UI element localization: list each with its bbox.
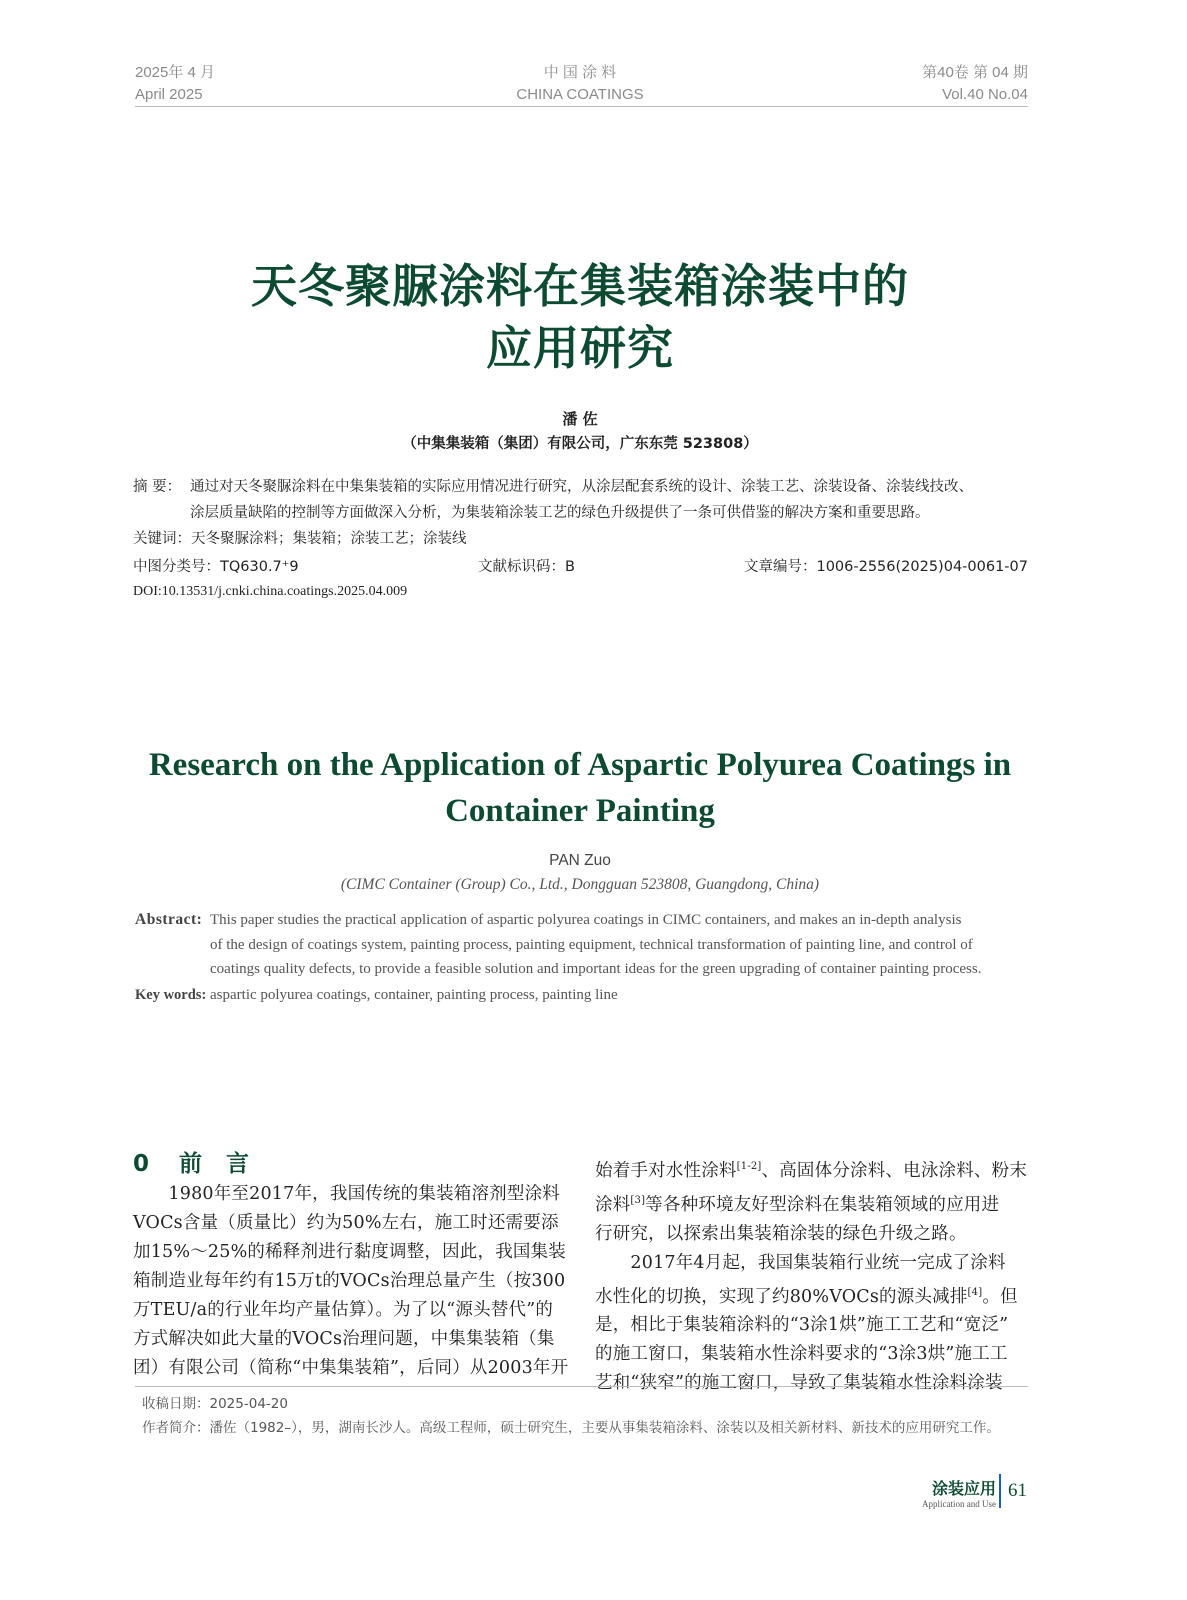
abstract-cn — [190, 474, 973, 526]
body-line: 水性化的切换，实现了约80%VOCs的源头减排[4]。但 — [595, 1286, 1018, 1307]
received-date: 收稿日期：2025-04-20 — [142, 1396, 288, 1412]
header-date-en: April 2025 — [135, 86, 203, 103]
abstract-en-line: This paper studies the practical application of aspartic polyurea coatings in CIMC containers, and makes an in-depth analysis — [210, 912, 962, 928]
title-en-line: Research on the Application of Aspartic Polyurea Coatings in — [148, 747, 1012, 783]
abstract-en-line: of the design of coatings system, painting process, painting equipment, technical transformation of painting line, and control of — [210, 936, 973, 953]
document-code: 文献标识码：B — [478, 559, 575, 575]
affiliation-cn: （中集集装箱（集团）有限公司，广东东莞 523808） — [402, 436, 758, 452]
body-line: 1980年至2017年，我国传统的集装箱溶剂型涂料 — [133, 1184, 560, 1204]
title-en-line: Container Painting — [445, 793, 715, 829]
abstract-cn-line: 通过对天冬聚脲涂料在中集集装箱的实际应用情况进行研究，从涂层配套系统的设计、涂装工艺、涂装设备、涂装线技改、 — [190, 479, 973, 495]
footnotes — [142, 1392, 1000, 1440]
body-line: VOCs含量（质量比）约为50%左右，施工时还需要添 — [133, 1213, 559, 1233]
doi[interactable]: DOI:10.13531/j.cnki.china.coatings.2025.04.009 — [133, 584, 408, 599]
footer-section-en: Application and Use — [922, 1499, 996, 1509]
abstract-en — [210, 908, 981, 982]
affiliation-en: (CIMC Container (Group) Co., Ltd., Dongguan 523808, Guangdong, China) — [340, 876, 820, 893]
body-line: 艺和“狭窄”的施工窗口，导致了集装箱水性涂料涂装 — [595, 1373, 1003, 1394]
article-number: 文章编号：1006-2556(2025)04-0061-07 — [743, 559, 1028, 575]
header-journal-en: CHINA COATINGS — [516, 86, 644, 103]
section-number: 0 — [133, 1151, 150, 1177]
body-line: 始着手对水性涂料[1-2]、高固体分涂料、电泳涂料、粉末 — [595, 1160, 1028, 1181]
abstract-en-line: coatings quality defects, to provide a feasible solution and important ideas for the green upgrading of container painting process. — [210, 961, 982, 977]
footer-section — [900, 1476, 996, 1509]
left-column — [133, 1180, 568, 1383]
body-line: 加15%～25%的稀释剂进行黏度调整，因此，我国集装 — [133, 1242, 566, 1262]
section-title: 前 言 — [179, 1151, 250, 1177]
header-volume — [922, 62, 1028, 106]
abstract-en-label: Abstract: — [135, 911, 203, 928]
author-cn: 潘 佐 — [562, 410, 598, 428]
header-vol-en: Vol.40 No.04 — [942, 86, 1028, 103]
header-date — [135, 62, 215, 106]
title-cn-line: 应用研究 — [486, 321, 674, 375]
keywords-en: aspartic polyurea coatings, container, painting process, painting line — [210, 987, 618, 1003]
body-line: 2017年4月起，我国集装箱行业统一完成了涂料 — [595, 1252, 1006, 1273]
footer-divider — [999, 1474, 1001, 1508]
keywords-cn: 关键词：天冬聚脲涂料；集装箱；涂装工艺；涂装线 — [133, 531, 467, 547]
footer-section-cn: 涂装应用 — [931, 1479, 996, 1498]
abstract-cn-label: 摘 要： — [133, 479, 182, 495]
clc-number: 中图分类号：TQ630.7⁺9 — [133, 559, 299, 575]
header-vol-cn: 第40卷 第 04 期 — [922, 64, 1028, 81]
body-line: 箱制造业每年约有15万t的VOCs治理总量产生（按300 — [133, 1271, 566, 1291]
body-line: 行研究，以探索出集装箱涂装的绿色升级之路。 — [595, 1223, 967, 1244]
author-bio: 作者简介：潘佐（1982–），男，湖南长沙人。高级工程师，硕士研究生，主要从事集装箱涂料、涂装以及相关新材料、新技术的应用研究工作。 — [142, 1420, 1000, 1436]
header-journal — [430, 62, 730, 106]
header-divider — [135, 106, 1028, 107]
body-line: 是，相比于集装箱涂料的“3涂1烘”施工工艺和“宽泛” — [595, 1315, 1009, 1336]
title-cn — [0, 255, 1160, 379]
title-cn-line: 天冬聚脲涂料在集装箱涂装中的 — [251, 259, 909, 313]
page-number: 61 — [1008, 1480, 1027, 1501]
body-line: 万TEU/a的行业年均产量估算）。为了以“源头替代”的 — [133, 1300, 554, 1320]
keywords-en-label: Key words: — [135, 987, 207, 1003]
body-line: 涂料[3]等各种环境友好型涂料在集装箱领域的应用进 — [595, 1194, 1000, 1215]
body-line: 团）有限公司（简称“中集集装箱”，后同）从2003年开 — [133, 1358, 569, 1378]
header-date-cn: 2025年 4 月 — [135, 64, 216, 81]
footnote-divider — [135, 1386, 1028, 1387]
body-line: 的施工窗口，集装箱水性涂料要求的“3涂3烘”施工工 — [595, 1344, 1008, 1365]
section-heading — [133, 1145, 249, 1178]
author-en: PAN Zuo — [549, 852, 611, 869]
header-journal-cn: 中 国 涂 料 — [543, 64, 617, 81]
right-column — [595, 1152, 1027, 1398]
body-line: 方式解决如此大量的VOCs治理问题，中集集装箱（集 — [133, 1329, 555, 1349]
abstract-cn-line: 涂层质量缺陷的控制等方面做深入分析，为集装箱涂装工艺的绿色升级提供了一条可供借鉴的解决方案和重要思路。 — [190, 505, 930, 521]
title-en — [0, 742, 1160, 834]
